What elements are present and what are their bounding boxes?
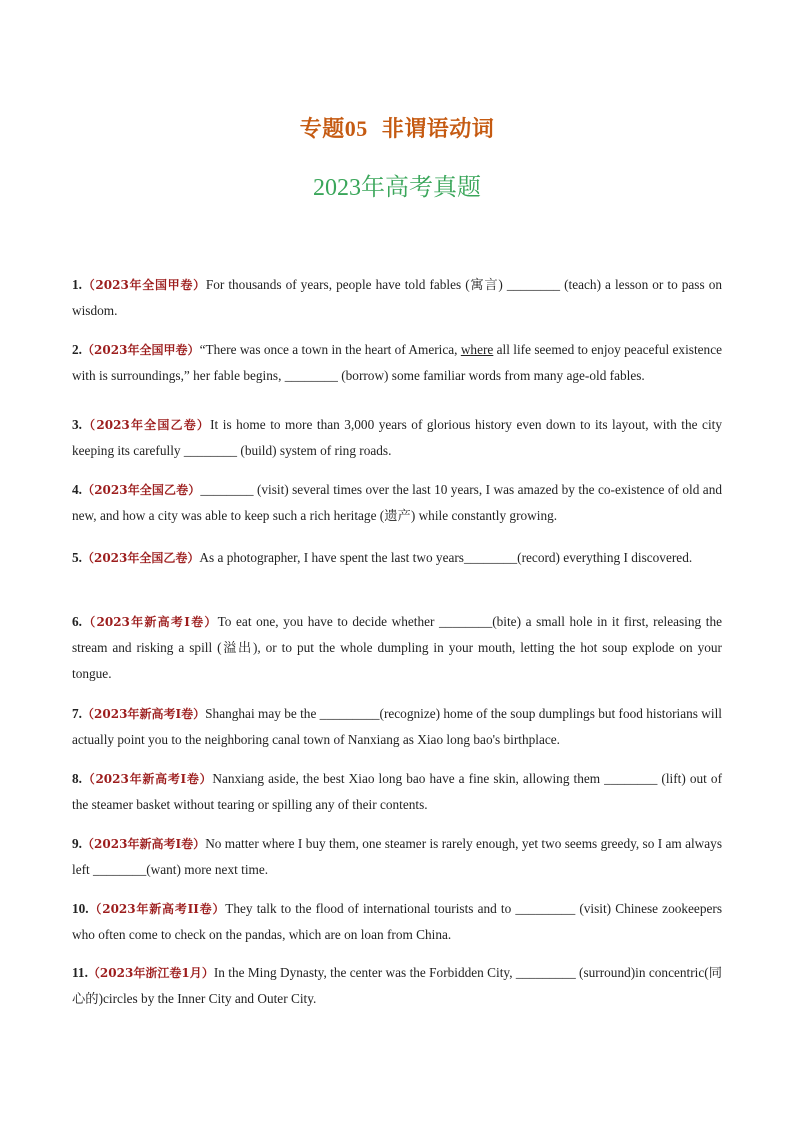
question-text: For thousands of years, people have told fables (寓言) ________ (teach) a lesson or to pass on wisdom. [72,277,722,318]
question-number: 1. [72,277,82,292]
question-source: （2023年全国甲卷） [81,278,206,292]
question-source: （2023年全国乙卷） [81,551,200,565]
question-7 [72,701,722,753]
title-number: 05 [344,116,368,141]
question-number: 3. [72,417,82,432]
question-5 [72,545,722,571]
question-6 [72,609,722,687]
question-8 [72,766,722,818]
question-source: （2023年全国乙卷） [81,418,211,432]
question-source: （2023年浙江卷1月） [87,966,214,980]
question-source: （2023年新高考I卷） [81,837,206,851]
question-text: As a photographer, I have spent the last two years________(record) everything I discovered. [199,550,693,565]
question-3 [72,412,722,464]
question-text: ________ (visit) several times over the last 10 years, I was amazed by the co-existence of old and new, and how a city was able to keep such a rich heritage (遗产) while constantly growing. [72,482,722,523]
question-number: 5. [72,550,82,565]
question-9 [72,831,722,883]
title-topic: 非谓语动词 [381,117,495,142]
question-source: （2023年新高考I卷） [81,615,218,629]
question-4 [72,477,722,529]
question-number: 6. [72,614,82,629]
question-number: 4. [72,482,82,497]
question-number: 8. [72,771,82,786]
question-source: （2023年全国甲卷） [81,343,200,357]
question-number: 10. [72,901,89,916]
underlined-word: where [460,342,494,357]
question-1 [72,272,722,324]
question-2 [72,337,722,389]
question-10 [72,896,722,948]
question-source: （2023年新高考I卷） [81,707,206,721]
question-number: 9. [72,836,82,851]
question-text: They talk to the flood of international tourists and to _________ (visit) Chinese zookeepers who often come to check on the pandas, which are on loan from China. [72,901,722,942]
page-subtitle: 2023年高考真题 [313,175,481,201]
question-text: Shanghai may be the _________(recognize) home of the soup dumplings but food historians will actually point you to the neighboring canal town of Nanxiang as Xiao long bao's birthplace. [72,706,722,747]
question-number: 7. [72,706,82,721]
question-source: （2023年新高考I卷） [81,772,213,786]
question-text-cont: all life seemed to enjoy peaceful existence with is surroundings,” her fable begins, ________ (borrow) some familiar words from many age-old fables. [72,342,722,383]
question-source: （2023年新高考II卷） [88,902,226,916]
page-title [0,112,794,143]
question-11 [72,960,722,1012]
question-text: It is home to more than 3,000 years of glorious history even down to its layout, with the city keeping its carefully ________ (build) system of ring roads. [72,417,722,458]
question-source: （2023年全国乙卷） [81,483,201,497]
question-text: No matter where I buy them, one steamer is rarely enough, yet two seems greedy, so I am always left ________(want) more next time. [72,836,722,877]
question-text: Nanxiang aside, the best Xiao long bao have a fine skin, allowing them ________ (lift) out of the steamer basket without tearing or spilling any of their contents. [72,771,722,812]
question-text: To eat one, you have to decide whether ________(bite) a small hole in it first, releasing the stream and risking a spill (溢出), or to put the whole dumpling in your mouth, letting the hot soup explode on your tongue. [72,614,722,681]
question-text: “There was once a town in the heart of America, [199,342,461,357]
title-prefix: 专题 [299,117,345,142]
question-text: In the Ming Dynasty, the center was the Forbidden City, _________ (surround)in concentric(同心的)circles by the Inner City and Outer City. [72,965,722,1006]
question-number: 2. [72,342,82,357]
question-number: 11. [72,965,88,980]
